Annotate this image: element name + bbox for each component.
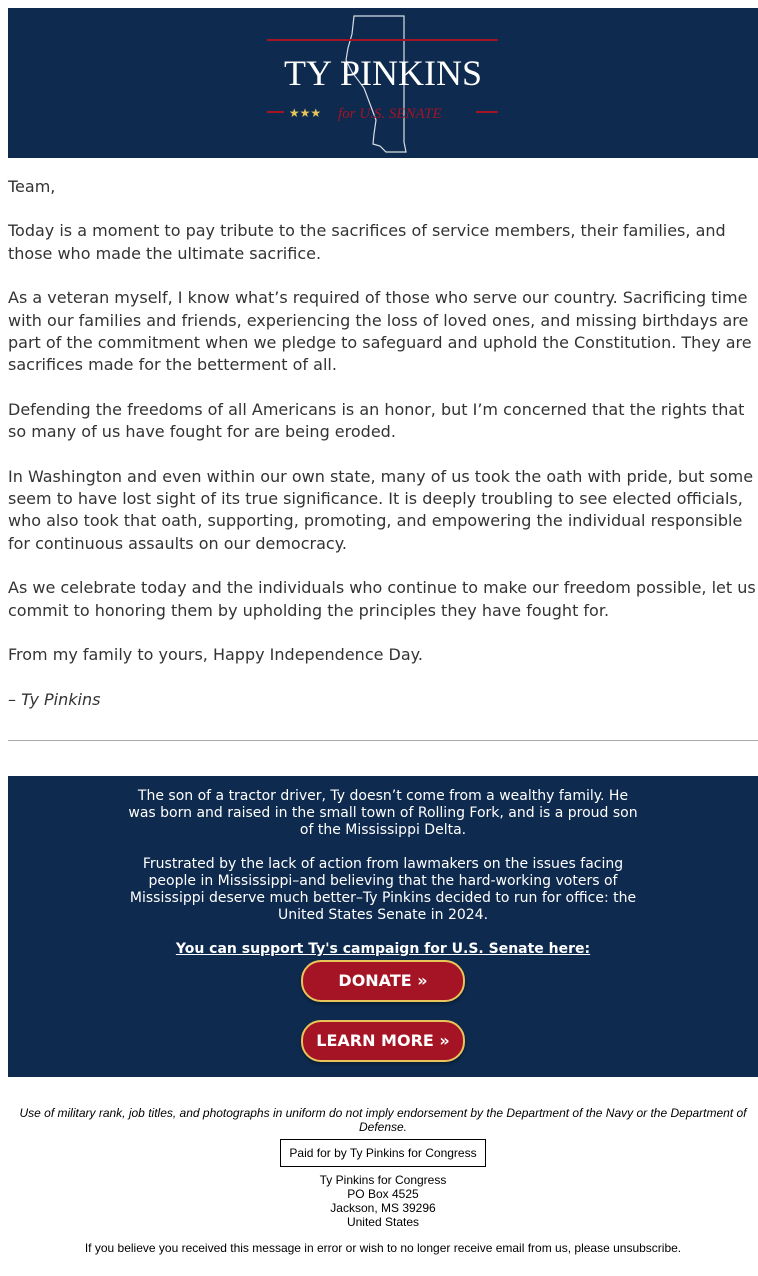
bio-section [8, 776, 758, 1077]
address-line: Jackson, MS 39296 [330, 1201, 436, 1215]
greeting: Team, [8, 177, 56, 196]
header-banner [8, 8, 758, 158]
signature: – Ty Pinkins [8, 689, 101, 709]
logo-tagline: for U.S. SENATE [338, 106, 442, 122]
bio-paragraph-2: Frustrated by the lack of action from lawmakers on the issues facing people in Mississippi–and believing that the hard-working voters of Mississippi deserve much better–Ty Pinkins decided to run for office: the United States Senate in 2024. [129, 856, 637, 923]
logo-first-name: TY [283, 53, 332, 93]
support-link[interactable]: You can support Ty's campaign for U.S. Senate here: [175, 941, 591, 957]
donate-button[interactable]: DONATE » [301, 960, 465, 1002]
logo-last-name: PINKINS [339, 53, 483, 93]
letter-paragraph: In Washington and even within our own state, many of us took the oath with pride, but some seem to have lost sight of its true significance. It is deeply troubling to see elected officials, who also took that oath, supporting, promoting, and empowering the individual responsible for continuous assaults on our democracy. [8, 466, 754, 553]
letter-paragraph: From my family to yours, Happy Independence Day. [8, 645, 423, 665]
learn-more-button[interactable]: LEARN MORE » [301, 1020, 465, 1062]
bio-paragraph-1: The son of a tractor driver, Ty doesn’t come from a wealthy family. He was born and raised in the small town of Rolling Fork, and is a proud son of the Mississippi Delta. [128, 788, 638, 838]
letter-paragraph: Defending the freedoms of all Americans is an honor, but I’m concerned that the rights that so many of us have fought for are being eroded. [8, 399, 745, 442]
section-divider [8, 740, 758, 741]
disclaimer: Use of military rank, job titles, and photographs in uniform do not imply endorsement by the Department of the Navy or the Department of Defense. [19, 1106, 747, 1134]
letter-paragraph: Today is a moment to pay tribute to the sacrifices of service members, their families, and those who made the ultimate sacrifice. [8, 221, 726, 263]
logo-stars-icon: ★★★ [288, 106, 322, 120]
footer [8, 1106, 758, 1255]
letter-body [8, 176, 758, 733]
address-line: United States [346, 1215, 420, 1229]
letter-paragraph: As we celebrate today and the individuals who continue to make our freedom possible, let us commit to honoring them by upholding the principles they have fought for. [8, 578, 756, 620]
mailing-address [8, 1173, 758, 1229]
paid-for-box: Paid for by Ty Pinkins for Congress [280, 1139, 485, 1167]
address-line: PO Box 4525 [347, 1187, 419, 1201]
svg-text:TYPINKINS [284, 53, 482, 93]
letter-paragraph: As a veteran myself, I know what’s required of those who serve our country. Sacrificing time with our families and friends, experiencing the loss of loved ones, and missing birthdays are part of the commitment when we pledge to safeguard and uphold the Constitution. They are sacrifices made for the betterment of all. [8, 288, 752, 375]
campaign-logo [8, 8, 758, 158]
address-line: Ty Pinkins for Congress [319, 1173, 447, 1187]
unsubscribe-text[interactable]: If you believe you received this message in error or wish to no longer receive email from us, please unsubscribe. [84, 1241, 682, 1255]
